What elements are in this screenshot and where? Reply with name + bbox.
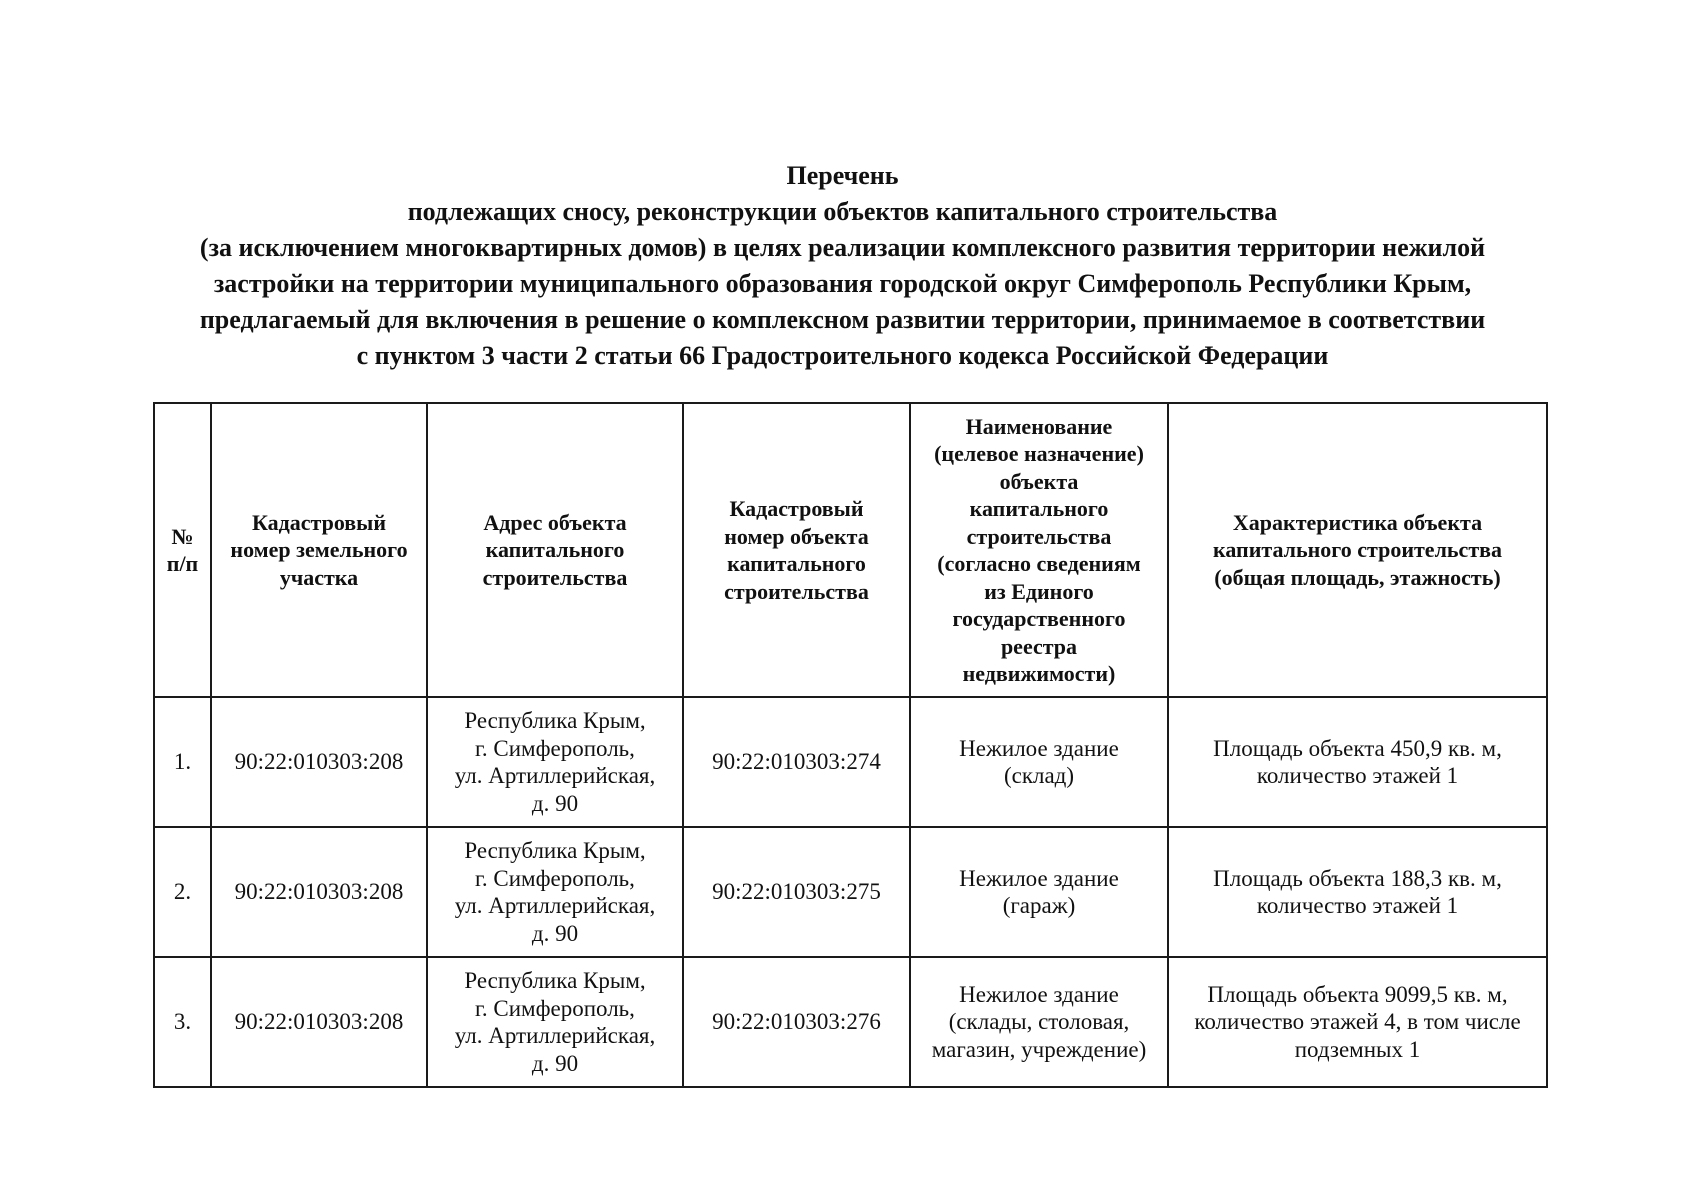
row-number: 3.: [154, 957, 211, 1087]
object-cadastral-number: 90:22:010303:274: [683, 697, 910, 827]
document-subtitle-line-1: подлежащих сносу, реконструкции объектов капитального строительства: [407, 197, 1278, 226]
header-characteristics: Характеристика объекта капитального строительства (общая площадь, этажность): [1168, 403, 1547, 697]
object-address: Республика Крым, г. Симферополь, ул. Артиллерийская, д. 90: [427, 957, 683, 1087]
table-row: [154, 697, 1547, 827]
object-name: Нежилое здание (склады, столовая, магазин, учреждение): [910, 957, 1168, 1087]
object-characteristics: Площадь объекта 450,9 кв. м, количество этажей 1: [1168, 697, 1547, 827]
object-name: Нежилое здание (гараж): [910, 827, 1168, 957]
object-address: Республика Крым, г. Симферополь, ул. Артиллерийская, д. 90: [427, 827, 683, 957]
objects-table: [153, 402, 1548, 1088]
row-number: 1.: [154, 697, 211, 827]
table-row: [154, 957, 1547, 1087]
table-row: [154, 827, 1547, 957]
object-characteristics: Площадь объекта 9099,5 кв. м, количество этажей 4, в том числе подземных 1: [1168, 957, 1547, 1087]
land-cadastral-number: 90:22:010303:208: [211, 957, 427, 1087]
document-subtitle-line-4: предлагаемый для включения в решение о комплексном развитии территории, принимаемое в соответствии: [199, 305, 1486, 334]
object-address: Республика Крым, г. Симферополь, ул. Артиллерийская, д. 90: [427, 697, 683, 827]
document-subtitle-line-2: (за исключением многоквартирных домов) в целях реализации комплексного развития территории нежилой: [199, 233, 1486, 262]
object-cadastral-number: 90:22:010303:275: [683, 827, 910, 957]
document-heading: [150, 158, 1535, 374]
document-subtitle-line-5: с пунктом 3 части 2 статьи 66 Градостроительного кодекса Российской Федерации: [356, 341, 1329, 370]
object-characteristics: Площадь объекта 188,3 кв. м, количество этажей 1: [1168, 827, 1547, 957]
document-subtitle-line-3: застройки на территории муниципального образования городской округ Симферополь Республики Крым,: [213, 269, 1472, 298]
object-cadastral-number: 90:22:010303:276: [683, 957, 910, 1087]
header-object-name: Наименование (целевое назначение) объекта капитального строительства (согласно сведениям из Единого государственного реестра недвижимости): [910, 403, 1168, 697]
header-object-cadastral: Кадастровый номер объекта капитального строительства: [683, 403, 910, 697]
row-number: 2.: [154, 827, 211, 957]
document-title: Перечень: [786, 161, 899, 190]
header-address: Адрес объекта капитального строительства: [427, 403, 683, 697]
header-number: № п/п: [154, 403, 211, 697]
table-header-row: [154, 403, 1547, 697]
land-cadastral-number: 90:22:010303:208: [211, 827, 427, 957]
land-cadastral-number: 90:22:010303:208: [211, 697, 427, 827]
header-land-cadastral: Кадастровый номер земельного участка: [211, 403, 427, 697]
object-name: Нежилое здание (склад): [910, 697, 1168, 827]
